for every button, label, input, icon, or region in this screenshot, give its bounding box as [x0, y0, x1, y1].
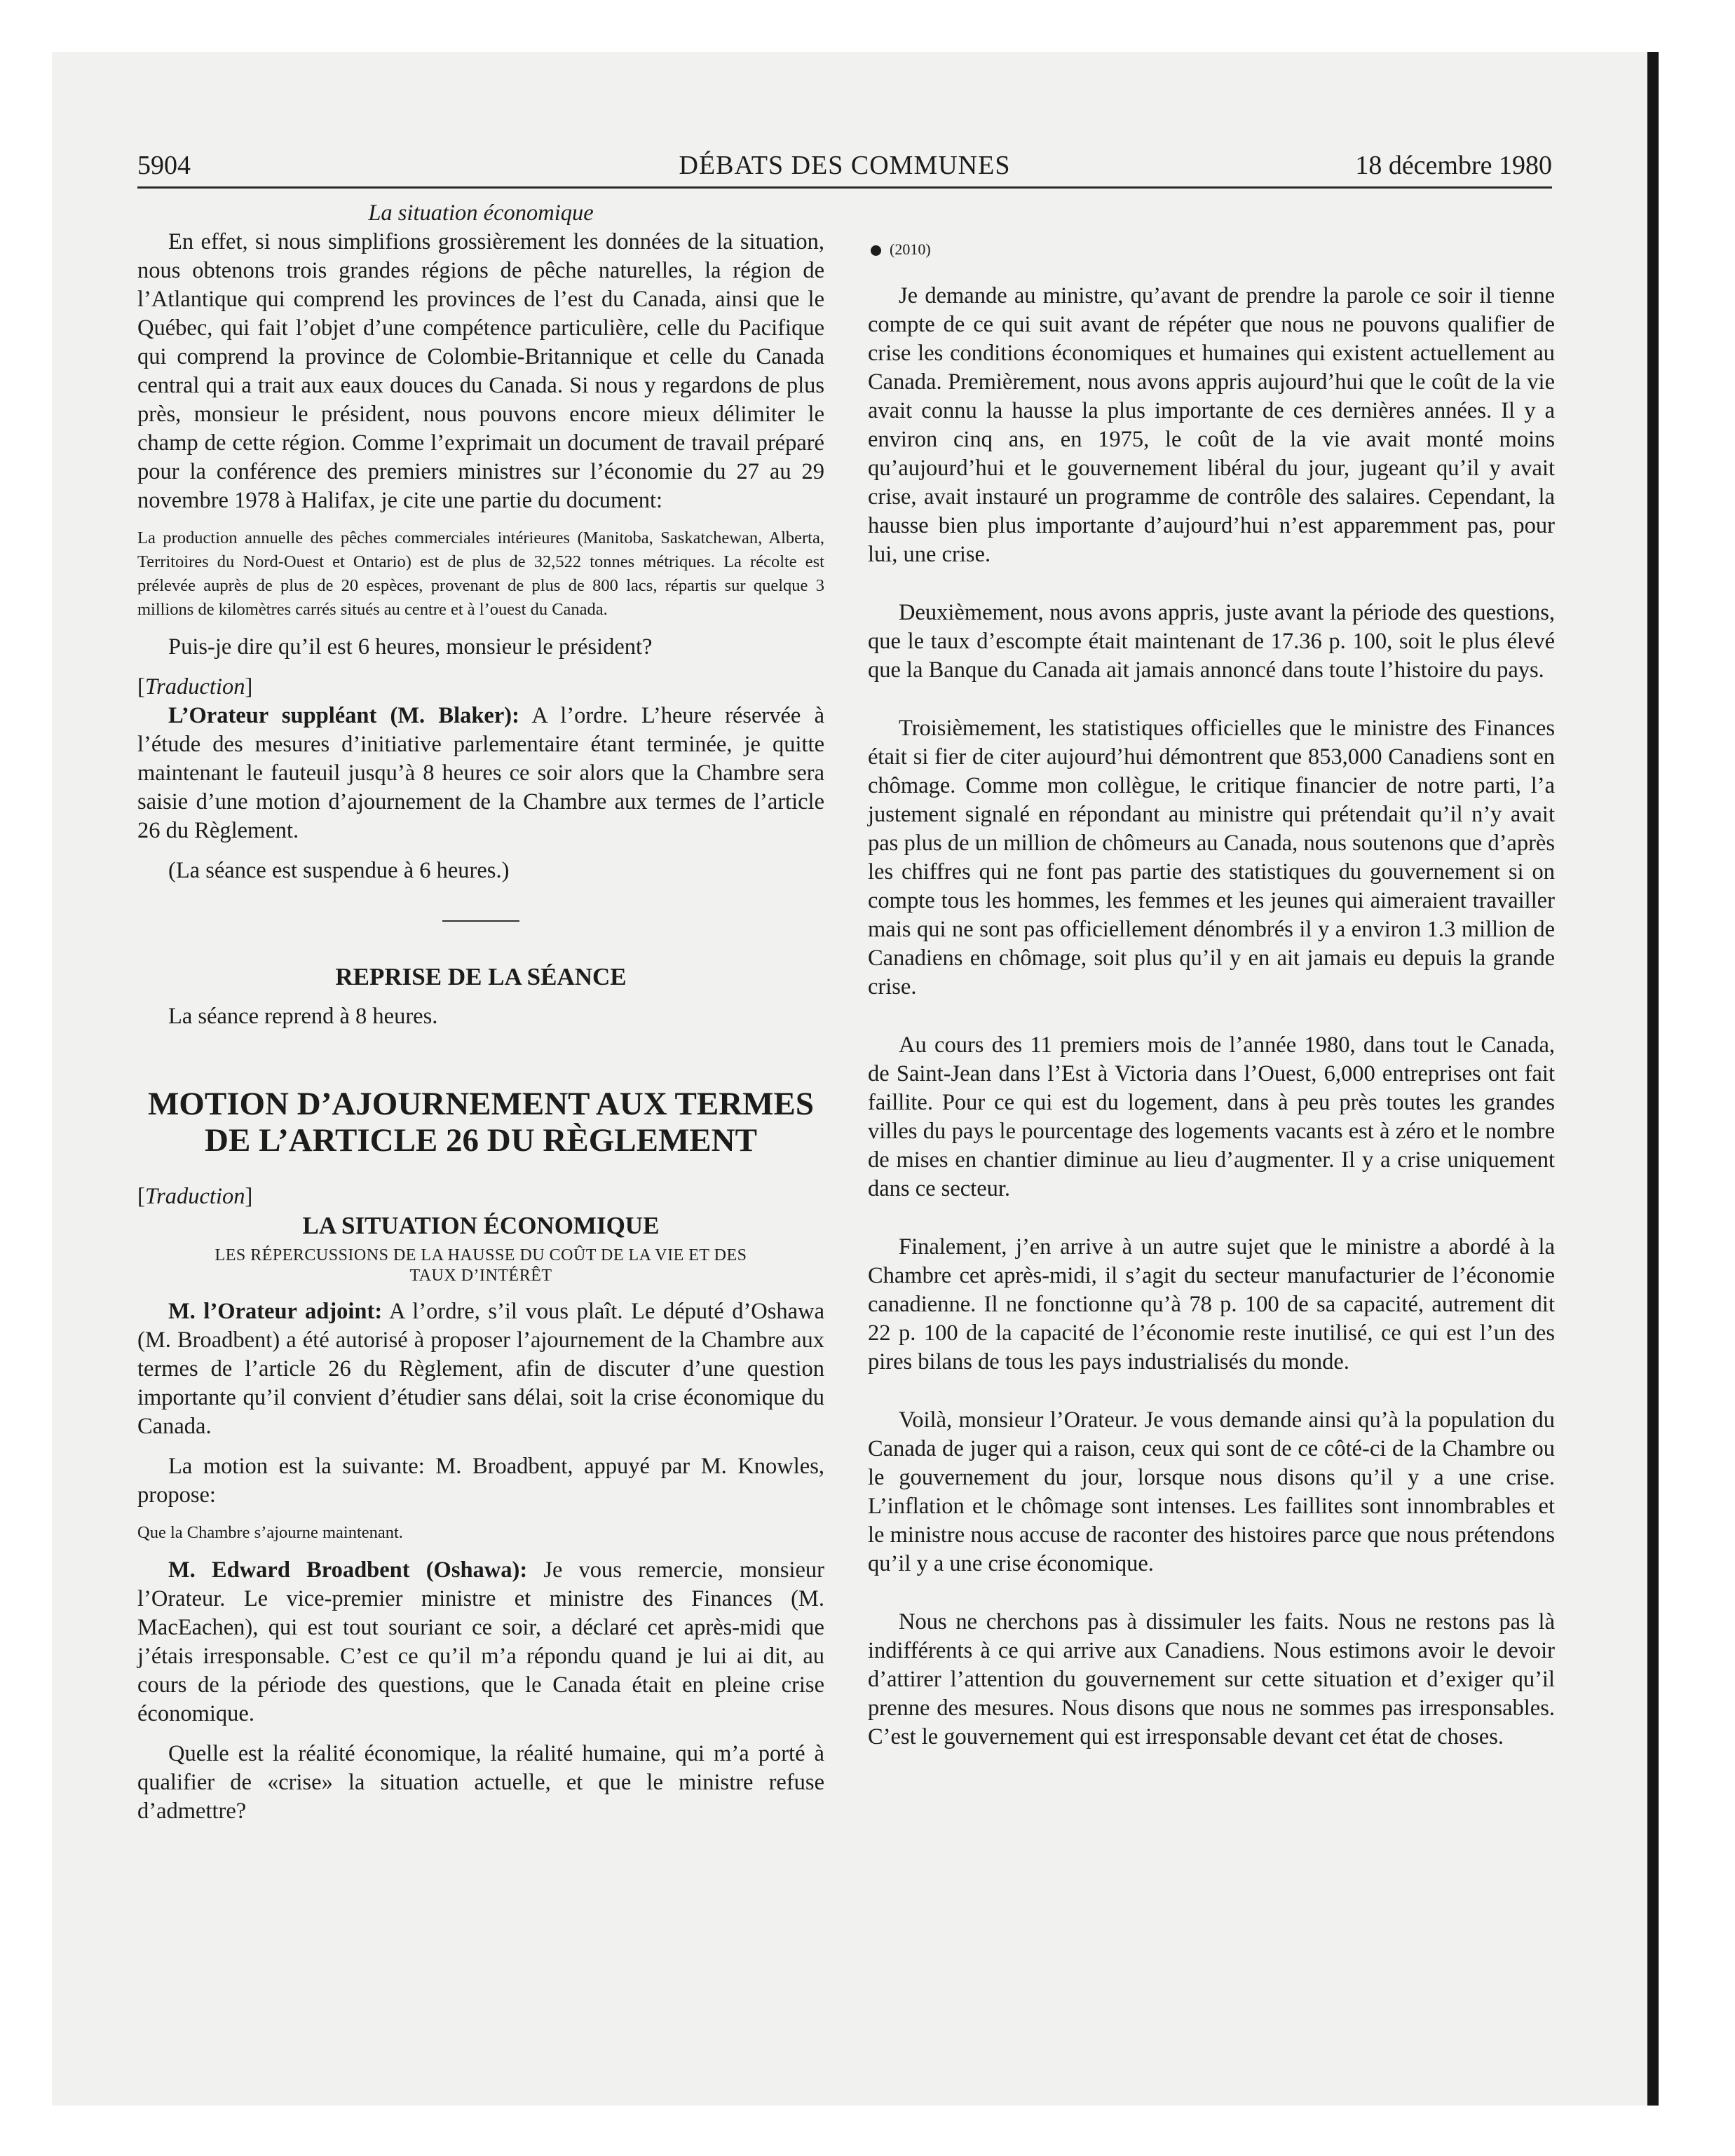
right-column — [868, 199, 1555, 1752]
paragraph: Au cours des 11 premiers mois de l’année 1980, dans tout le Canada, de Saint-Jean dans l’Est à Victoria dans l’Ouest, 6,000 entreprises ont fait faillite. Pour ce qui est du logement, dans à peu près toutes les grandes villes du pays le pourcentage des logements vacants est à zéro et le nombre de mises en chantier diminue au lieu d’augmenter. Il y a crise uniquement dans ce secteur. — [868, 1032, 1555, 1201]
subtitle-line: LES RÉPERCUSSIONS DE LA HAUSSE DU COÛT DE LA VIE ET DES — [215, 1246, 747, 1264]
left-column — [137, 199, 824, 1826]
running-section-heading: La situation économique — [368, 200, 594, 226]
divider — [442, 920, 519, 922]
paragraph: Je demande au ministre, qu’avant de prendre la parole ce soir il tienne compte de ce qui suit avant de répéter que nous ne pouvons qualifier de crise les conditions économiques et humaines qui existent actuellement au Canada. Premièrement, nous avons appris aujourd’hui que le coût de la vie avait connu la hausse la plus importante de ces dernières années. Il y a environ cinq ans, en 1975, le coût de la vie avait monté moins qu’aujourd’hui et le gouvernement libéral du jour, jugeant qu’il y avait crise, avait instauré un programme de contrôle des salaires. Cependant, la hausse bien plus importante d’aujourd’hui n’est apparemment pas, pour lui, une crise. — [868, 283, 1555, 567]
motion-title-line: DE L’ARTICLE 26 DU RÈGLEMENT — [205, 1122, 757, 1159]
speaker-name: L’Orateur suppléant (M. Blaker): — [168, 703, 519, 728]
paragraph — [137, 702, 824, 845]
translation-label: Traduction — [144, 674, 245, 700]
paragraph: Troisièmement, les statistiques officielles que le ministre des Finances était si fier de citer aujourd’hui démontrent que 853,000 Canadiens sont en chômage. Comme mon collègue, le critique financier de notre parti, l’a justement signalé en répondant au ministre qui prétendait qu’il n’y avait pas plus de un million de chômeurs au Canada, nous soutenons que d’après les chiffres qui ne font pas partie des statistiques du gouvernement si on compte tous les hommes, les femmes et les jeunes qui aimeraient travailler mais qui ne sont pas officiellement dénombrés il y a environ 1.3 million de Canadiens en chômage, soit plus qu’il y en ait jamais eu depuis la grande crise. — [868, 716, 1555, 999]
time-marker — [868, 236, 1555, 264]
page-edge-shadow — [1647, 52, 1659, 2106]
paragraph: (La séance est suspendue à 6 heures.) — [168, 858, 510, 883]
section-heading: REPRISE DE LA SÉANCE — [335, 963, 627, 990]
bullet-icon — [871, 245, 881, 256]
block-quote: La production annuelle des pêches commerciales intérieures (Manitoba, Saskatchewan, Alberta, Territoires du Nord-Ouest et Ontario) est de plus de 32,522 tonnes métriques. La récolte est prélevée auprès de plus de 20 espèces, provenant de plus de 800 lacs, répartis sur quelque 3 millions de kilomètres carrés situés au centre et à l’ouest du Canada. — [137, 528, 824, 619]
translation-marker: [Traduction] — [137, 1184, 253, 1209]
paragraph — [137, 1556, 824, 1728]
paragraph: Puis-je dire qu’il est 6 heures, monsieur le président? — [168, 634, 653, 660]
topic-subtitle — [137, 1246, 824, 1286]
speaker-name: M. l’Orateur adjoint: — [168, 1299, 383, 1324]
page-header — [137, 144, 1552, 189]
translation-marker: [Traduction] — [137, 674, 253, 700]
paragraph: En effet, si nous simplifions grossièrement les données de la situation, nous obtenons trois grandes régions de pêche naturelles, la région de l’Atlantique qui comprend les provinces de l’est du Canada, ainsi que le Québec, qui fait l’objet d’une compétence particulière, celle du Pacifique qui comprend la province de Colombie-Britannique et celle du Canada central qui a trait aux eaux douces du Canada. Si nous y regardons de plus près, monsieur le président, nous pouvons encore mieux délimiter le champ de cette région. Comme l’exprimait un document de travail préparé pour la conférence des premiers ministres sur l’économie du 27 au 29 novembre 1978 à Halifax, je cite une partie du document: — [137, 229, 824, 513]
motion-quote: Que la Chambre s’ajourne maintenant. — [137, 1523, 403, 1542]
translation-label: Traduction — [144, 1184, 245, 1209]
paragraph: Voilà, monsieur l’Orateur. Je vous demande ainsi qu’à la population du Canada de juger qui a raison, ceux qui sont de ce côté-ci de la Chambre ou le gouvernement du jour, lorsque nous disons qu’il y a une crise. L’inflation et le chômage sont intenses. Les faillites sont innombrables et le ministre nous accuse de raconter des histoires parce que nous prétendons qu’il y a une crise économique. — [868, 1407, 1555, 1576]
page-number: 5904 — [137, 151, 191, 180]
speech-text: A l’ordre. L’heure réservée à l’étude des mesures d’initiative parlementaire étant terminée, je quitte maintenant le fauteuil jusqu’à 8 heures ce soir alors que la Chambre sera saisie d’une motion d’ajournement de la Chambre aux termes de l’article 26 du Règlement. — [137, 703, 824, 843]
paragraph: Nous ne cherchons pas à dissimuler les faits. Nous ne restons pas là indifférents à ce qui arrive aux Canadiens. Nous estimons avoir le devoir d’attirer l’attention du gouvernement sur cette situation et d’exiger qu’il prenne des mesures. Nous disons que nous ne sommes pas irresponsables. C’est le gouvernement qui est irresponsable devant cet état de choses. — [868, 1609, 1555, 1749]
publication-title: DÉBATS DES COMMUNES — [679, 151, 1011, 180]
speech-text: Je vous remercie, monsieur l’Orateur. Le vice-premier ministre et ministre des Finances (M. MacEachen), qui est tout souriant ce soir, a déclaré cet après-midi que j’étais irresponsable. C’est ce qu’il m’a répondu quand je lui ai dit, au cours de la période des questions, que le Canada était en pleine crise économique. — [137, 1557, 824, 1726]
paragraph: Quelle est la réalité économique, la réalité humaine, qui m’a porté à qualifier de «crise» la situation actuelle, et que le ministre refuse d’admettre? — [137, 1741, 824, 1824]
topic-heading: LA SITUATION ÉCONOMIQUE — [302, 1212, 660, 1239]
page-date: 18 décembre 1980 — [1355, 151, 1552, 180]
paragraph: Deuxièmement, nous avons appris, juste avant la période des questions, que le taux d’escompte était maintenant de 17.36 p. 100, soit le plus élevé que la Banque du Canada ait jamais annoncé dans toute l’histoire du pays. — [868, 600, 1555, 683]
paragraph — [137, 1297, 824, 1441]
paragraph: La motion est la suivante: M. Broadbent, appuyé par M. Knowles, propose: — [137, 1454, 824, 1508]
paragraph: La séance reprend à 8 heures. — [168, 1004, 438, 1029]
motion-title-line: MOTION D’AJOURNEMENT AUX TERMES — [147, 1086, 815, 1122]
speaker-name: M. Edward Broadbent (Oshawa): — [168, 1557, 528, 1583]
timestamp: (2010) — [890, 240, 931, 258]
paragraph: Finalement, j’en arrive à un autre sujet que le ministre a abordé à la Chambre cet après-midi, il s’agit du secteur manufacturier de l’économie canadienne. Il ne fonctionne qu’à 78 p. 100 de sa capacité, autrement dit 22 p. 100 de la capacité de l’économie reste inutilisé, ce qui est l’un des pires bilans de tous les pays industrialisés du monde. — [868, 1234, 1555, 1374]
motion-title — [137, 1086, 824, 1159]
subtitle-line: TAUX D’INTÉRÊT — [409, 1267, 552, 1285]
speech-text: A l’ordre, s’il vous plaît. Le député d’Oshawa (M. Broadbent) a été autorisé à proposer l’ajournement de la Chambre aux termes de l’article 26 du Règlement, afin de discuter d’une question importante qu’il convient d’étudier sans délai, soit la crise économique du Canada. — [137, 1299, 824, 1439]
